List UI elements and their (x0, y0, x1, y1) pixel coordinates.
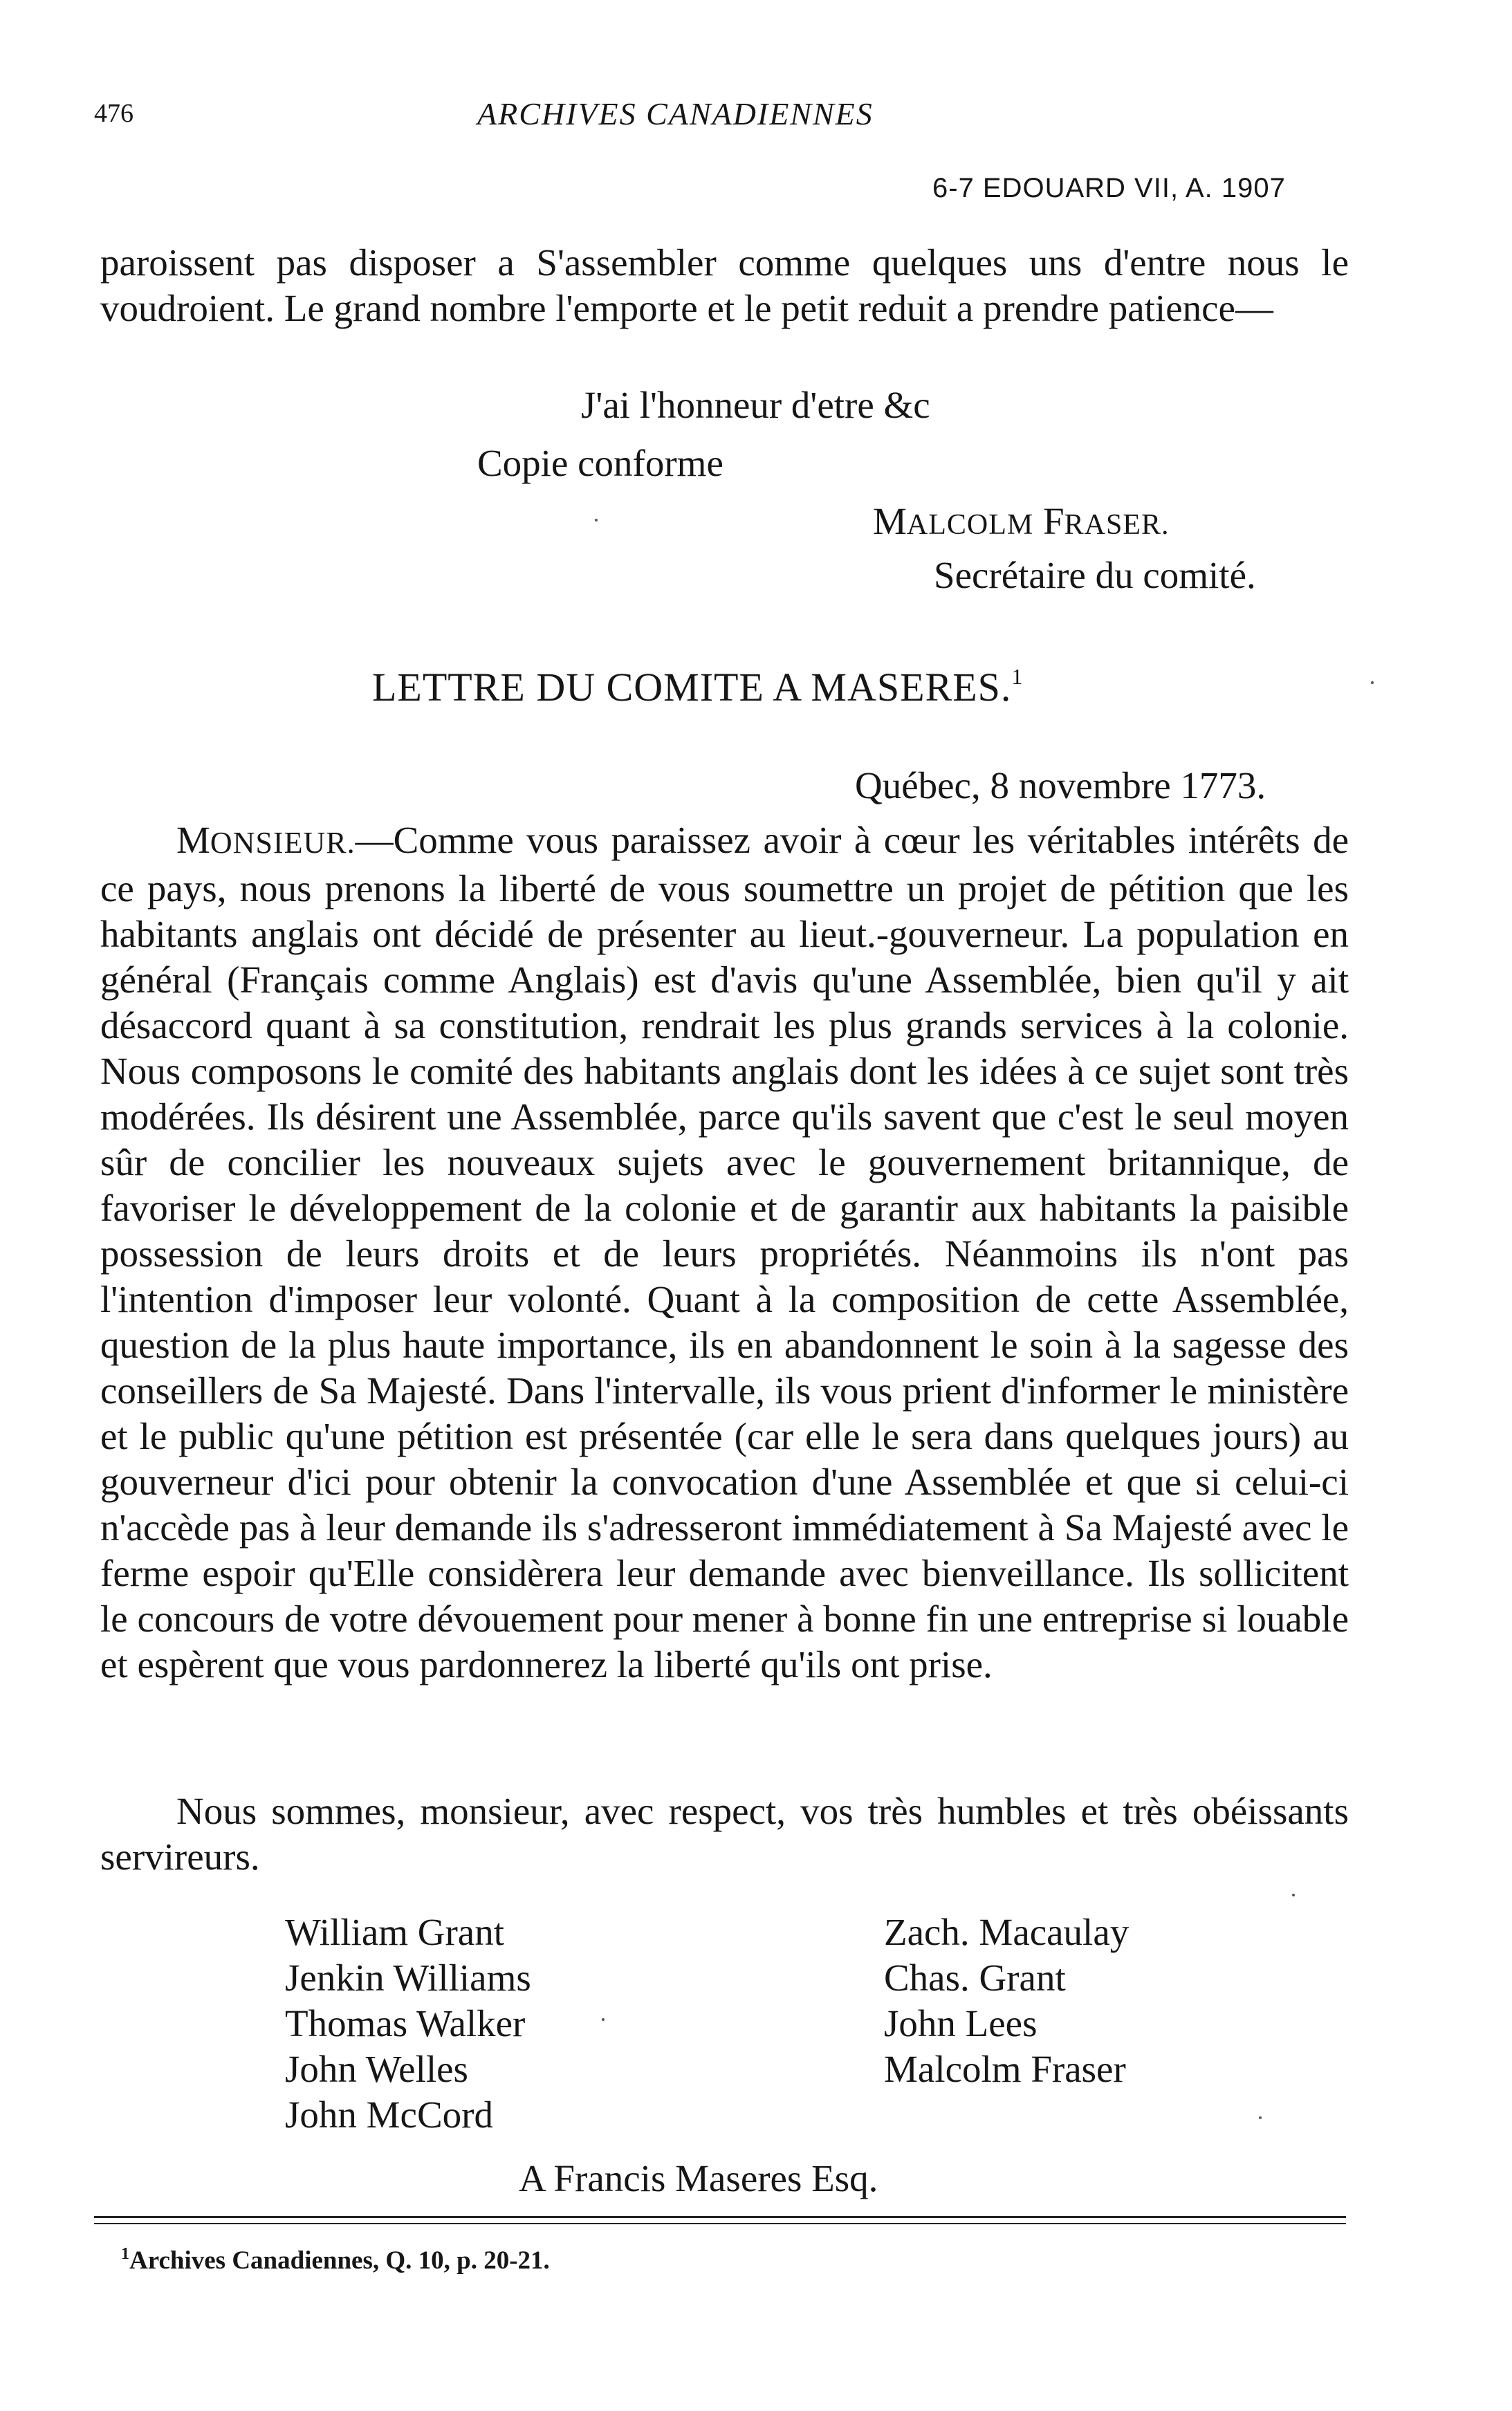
copie-conforme: Copie conforme (477, 442, 723, 484)
page-number: 476 (94, 99, 133, 128)
signatory-right: John Lees (884, 2002, 1038, 2044)
signatory-left: Jenkin Williams (285, 1957, 531, 1999)
signer-role: Secrétaire du comité. (934, 554, 1256, 596)
print-speck (1292, 1894, 1295, 1896)
signatory-left: John McCord (285, 2094, 493, 2136)
running-title: ARCHIVES CANADIENNES (477, 96, 874, 131)
letter-dateline: Québec, 8 novembre 1773. (855, 764, 1266, 806)
signer-first-initial: M (873, 500, 907, 542)
letter-body-paragraph (100, 817, 1349, 1688)
intro-text: paroissent pas disposer a S'assembler comme quelques uns d'entre nous le voudroient. Le grand nombre l'emporte et le petit reduit a prendre patience— (100, 241, 1349, 329)
letter-title-text: LETTRE DU COMITE A MASERES. (372, 665, 1012, 710)
signer-first-rest: ALCOLM (906, 509, 1034, 541)
previous-letter-signer (873, 499, 1169, 543)
footnote-reference: 1 (1011, 664, 1024, 689)
salutation-initial: M (176, 819, 210, 861)
letter-title (372, 664, 1023, 710)
edition-label: 6-7 EDOUARD VII, A. 1907 (932, 173, 1286, 203)
letter-body-text: —Comme vous paraissez avoir à cœur les véritables intérêts de ce pays, nous prenons la liberté de vous soumettre un projet de pétition que les habitants anglais ont décidé de présenter au lieut.-gouverneur. La population en général (Français comme Anglais) est d'avis qu'une Assemblée, bien qu'il y ait désaccord quant à sa constitution, rendrait les plus grands services à la colonie. Nous composons le comité des habitants anglais dont les idées à ce sujet sont très modérées. Ils désirent une Assemblée, parce qu'ils savent que c'est le seul moyen sûr de concilier les nouveaux sujets avec le gouvernement britannique, de favoriser le développement de la colonie et de garantir aux habitants la paisible possession de leurs droits et de leurs propriétés. Néanmoins ils n'ont pas l'intention d'imposer leur volonté. Quant à la composition de cette Assemblée, question de la plus haute importance, ils en abandonnent le soin à la sagesse des conseillers de Sa Majesté. Dans l'intervalle, ils vous prient d'informer le ministère et le public qu'une pétition est présentée (car elle le sera dans quelques jours) au gouverneur d'ici pour obtenir la convocation d'une Assemblée et que si celui-ci n'accède pas à leur demande ils s'adresseront immédiatement à Sa Majesté avec le ferme espoir qu'Elle considèrera leur demande avec bienveillance. Ils sollicitent le concours de votre dévouement pour mener à bonne fin une entreprise si louable et espèrent que vous pardonnerez la liberté qu'ils ont prise. (100, 819, 1349, 1685)
signatory-right: Zach. Macaulay (884, 1911, 1130, 1953)
signatory-left: John Welles (285, 2048, 468, 2090)
signatory-left: Thomas Walker (285, 2002, 526, 2044)
previous-letter-closing: J'ai l'honneur d'etre &c (581, 384, 930, 426)
footnote (121, 2245, 550, 2275)
salutation-rest: ONSIEUR. (210, 826, 356, 860)
signer-last-initial: F (1043, 500, 1064, 542)
print-speck (1259, 2116, 1262, 2119)
signatory-right: Chas. Grant (884, 1957, 1066, 1999)
letter-closing-text: Nous sommes, monsieur, avec respect, vos très humbles et très obéissants servireurs. (100, 1790, 1349, 1878)
footnote-rule (94, 2216, 1346, 2218)
signatory-right: Malcolm Fraser (884, 2048, 1126, 2090)
signer-last-rest: RASER. (1064, 509, 1170, 541)
letter-recipient: A Francis Maseres Esq. (519, 2157, 878, 2199)
letter-closing (100, 1789, 1349, 1880)
print-speck (1371, 681, 1374, 684)
footnote-rule-secondary (94, 2223, 1346, 2224)
signatory-left: William Grant (285, 1911, 505, 1953)
footnote-marker: 1 (121, 2245, 129, 2263)
print-speck (595, 519, 598, 521)
footnote-text: Archives Canadiennes, Q. 10, p. 20-21. (129, 2246, 550, 2275)
print-speck (602, 2018, 605, 2021)
letter-body (100, 817, 1349, 1688)
intro-paragraph (100, 240, 1349, 331)
